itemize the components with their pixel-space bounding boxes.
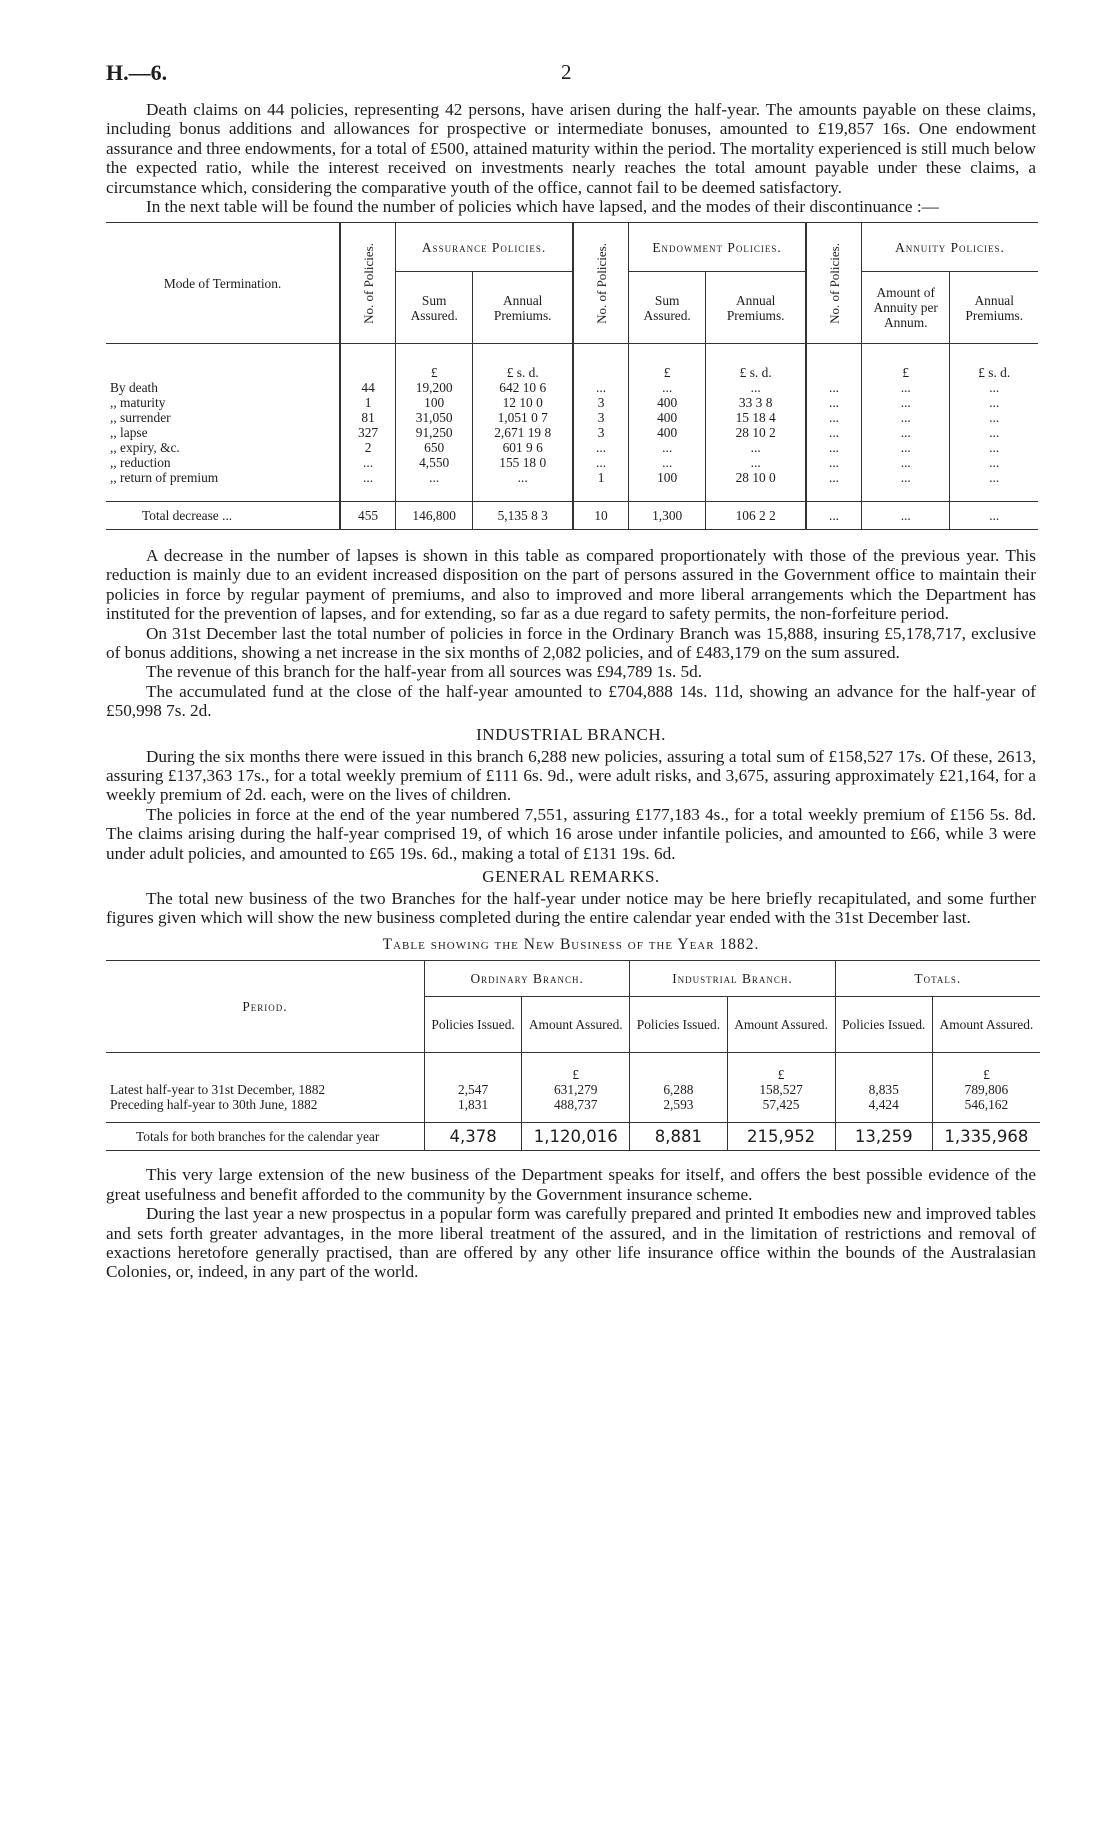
cell-o-amt: 1,120,016 [522,1123,630,1151]
cell-e-sum: 100 [629,470,706,502]
cell-a-no: 327 [340,425,395,440]
cell-an-no: ... [806,410,861,425]
cell-i-amt: 158,527 [727,1082,835,1097]
cell-a-prem: 2,671 19 8 [473,425,573,440]
cell-an-prem: ... [950,395,1038,410]
cell-a-no: ... [340,470,395,502]
policies-issued-header: Policies Issued. [835,996,932,1052]
total-row [106,1123,1040,1151]
cell-e-prem: 28 10 0 [706,470,806,502]
cell-a-no: 81 [340,410,395,425]
table-row [106,410,1038,425]
cell-a-prem: 155 18 0 [473,455,573,470]
cell-a-sum: 19,200 [396,380,473,395]
period-header: Period. [106,960,425,1052]
row-label: Total decrease ... [106,501,340,529]
cell-an-prem: ... [950,380,1038,395]
paragraph: On 31st December last the total number of policies in force in the Ordinary Branch was 15,888, insuring £5,178,717, exclusive of bonus additions, showing a net increase in the six months of 2,082 policies, and of £483,179 on the sum assured. [106,623,1036,662]
cell-an-amt: ... [861,410,949,425]
mode-header: Mode of Termination. [106,223,340,344]
cell-e-sum: 1,300 [629,501,706,529]
row-label: ,, expiry, &c. [110,439,180,455]
policies-issued-header: Policies Issued. [630,996,727,1052]
table-row [106,470,1038,502]
cell-e-no: 3 [573,395,628,410]
row-label: ,, maturity [110,394,166,410]
cell-a-prem: 642 10 6 [473,380,573,395]
cell-o-pol: 4,378 [425,1123,522,1151]
cell-t-pol: 4,424 [835,1097,932,1123]
cell-a-sum: 4,550 [396,455,473,470]
cell-e-no: ... [573,380,628,395]
cell-t-amt: 1,335,968 [932,1123,1040,1151]
lapse-table [106,222,1038,530]
page-header [106,60,1036,100]
annual-premiums-header: Annual Premiums. [950,271,1038,344]
no-policies-header: No. of Policies. [826,242,842,324]
total-row [106,501,1038,529]
cell-an-amt: ... [861,425,949,440]
annuity-header: Annuity Policies. [861,223,1038,271]
paragraph: During the last year a new prospectus in a popular form was carefully prepared and printed It embodies new and improved tables and sets forth greater advantages, in the more liberal treatment of the assured, and in the limitation of restrictions and removal of exactions heretofore generally practised, than are offered by any other life insurance office within the bounds of the Australasian Colonies, or, indeed, in any part of the world. [106,1204,1036,1282]
unit-label: £ [932,1052,1040,1082]
table-caption: Table showing the New Business of the Year 1882. [382,935,760,953]
cell-e-no: ... [573,440,628,455]
cell-an-prem: ... [950,455,1038,470]
table-row [106,380,1038,395]
row-label: By death [110,379,158,395]
cell-i-pol: 8,881 [630,1123,727,1151]
cell-a-sum: ... [396,470,473,502]
cell-an-no: ... [806,440,861,455]
cell-a-no: ... [340,455,395,470]
annuity-amount-header: Amount of Annuity per Annum. [861,271,949,344]
cell-e-sum: ... [629,440,706,455]
unit-label: £ [396,344,473,380]
document-page [106,60,1036,1282]
cell-e-prem: 33 3 8 [706,395,806,410]
cell-e-prem: ... [706,440,806,455]
cell-an-amt: ... [861,395,949,410]
cell-i-pol: 2,593 [630,1097,727,1123]
industrial-header: Industrial Branch. [630,960,835,996]
unit-label: £ s. d. [473,344,573,380]
cell-a-sum: 146,800 [396,501,473,529]
cell-e-sum: ... [629,380,706,395]
amount-assured-header: Amount Assured. [727,996,835,1052]
table-row [106,440,1038,455]
page-number: 2 [561,60,572,84]
cell-an-no: ... [806,470,861,502]
paragraph: In the next table will be found the number of policies which have lapsed, and the modes of their discontinuance :— [146,197,939,217]
cell-e-sum: 400 [629,410,706,425]
cell-e-no: 3 [573,410,628,425]
cell-a-sum: 100 [396,395,473,410]
amount-assured-header: Amount Assured. [522,996,630,1052]
cell-e-no: ... [573,455,628,470]
paragraph: The accumulated fund at the close of the half-year amounted to £704,888 14s. 11d, showing an advance for the half-year of £50,998 7s. 2d. [106,681,1036,721]
cell-an-prem: ... [950,440,1038,455]
no-policies-header: No. of Policies. [593,242,609,324]
cell-a-prem: ... [473,470,573,502]
amount-assured-header: Amount Assured. [932,996,1040,1052]
cell-an-no: ... [806,380,861,395]
cell-a-sum: 91,250 [396,425,473,440]
unit-label: £ s. d. [950,344,1038,380]
policies-issued-header: Policies Issued. [425,996,522,1052]
document-code: H.—6. [106,60,168,85]
no-policies-header: No. of Policies. [360,242,376,324]
cell-a-prem: 12 10 0 [473,395,573,410]
cell-t-amt: 789,806 [932,1082,1040,1097]
cell-t-pol: 13,259 [835,1123,932,1151]
cell-an-amt: ... [861,440,949,455]
row-label: Latest half-year to 31st December, 1882 [110,1082,326,1098]
row-label: ,, return of premium [110,469,219,485]
unit-label: £ s. d. [706,344,806,380]
paragraph: The revenue of this branch for the half-year from all sources was £94,789 1s. 5d. [146,662,703,682]
cell-a-prem: 5,135 8 3 [473,501,573,529]
cell-an-no: ... [806,501,861,529]
paragraph: During the six months there were issued in this branch 6,288 new policies, assuring a total sum of £158,527 17s. Of these, 2613, assuring £137,363 17s., for a total weekly premium of £111 6s. 9d., were adult risks, and 3,675, assuring approximately £21,164, for a weekly premium of 2d. each, were on the lives of children. [106,746,1036,805]
cell-t-pol: 8,835 [835,1082,932,1097]
table-row [106,1097,1040,1123]
paragraph: A decrease in the number of lapses is shown in this table as compared proportionately with those of the previous year. This reduction is mainly due to an evident increased disposition on the part of persons assured in the Government office to maintain their policies in force by regular payment of premiums, and also to improved and more liberal arrangements which the Department has instituted for the prevention of lapses, and for extending, so far as a due regard to safety permits, the non-forfeiture period. [106,545,1036,624]
cell-i-amt: 215,952 [727,1123,835,1151]
unit-label: £ [861,344,949,380]
cell-e-sum: 400 [629,425,706,440]
cell-an-prem: ... [950,501,1038,529]
cell-e-sum: 400 [629,395,706,410]
cell-an-no: ... [806,395,861,410]
table-row [106,425,1038,440]
cell-e-prem: 15 18 4 [706,410,806,425]
paragraph: This very large extension of the new business of the Department speaks for itself, and offers the best possible evidence of the great usefulness and benefit afforded to the community by the Government insurance scheme. [106,1165,1036,1204]
cell-an-amt: ... [861,380,949,395]
cell-e-prem: ... [706,380,806,395]
section-heading: INDUSTRIAL BRANCH. [476,724,666,744]
cell-o-pol: 2,547 [425,1082,522,1097]
cell-an-no: ... [806,455,861,470]
cell-an-prem: ... [950,470,1038,502]
cell-a-no: 44 [340,380,395,395]
sum-assured-header: Sum Assured. [629,271,706,344]
totals-header: Totals. [835,960,1040,996]
paragraph: The total new business of the two Branches for the half-year under notice may be here briefly recapitulated, and some further figures given which will show the new business completed during the entire calendar year ended with the 31st December last. [106,889,1036,928]
assurance-header: Assurance Policies. [396,223,574,271]
ordinary-header: Ordinary Branch. [425,960,630,996]
cell-a-prem: 601 9 6 [473,440,573,455]
row-label: Preceding half-year to 30th June, 1882 [110,1097,318,1113]
cell-e-no: 1 [573,470,628,502]
cell-a-no: 2 [340,440,395,455]
cell-e-no: 3 [573,425,628,440]
business-table [106,960,1040,1152]
unit-label: £ [727,1052,835,1082]
cell-an-prem: ... [950,410,1038,425]
cell-e-prem: 28 10 2 [706,425,806,440]
cell-i-pol: 6,288 [630,1082,727,1097]
row-label: ,, surrender [110,409,171,425]
row-label: Totals for both branches for the calendar year [106,1123,425,1151]
table-row [106,395,1038,410]
cell-an-amt: ... [861,501,949,529]
cell-an-amt: ... [861,470,949,502]
cell-a-sum: 650 [396,440,473,455]
cell-t-amt: 546,162 [932,1097,1040,1123]
table-row [106,1082,1040,1097]
endowment-header: Endowment Policies. [629,223,807,271]
unit-label: £ [522,1052,630,1082]
cell-o-amt: 631,279 [522,1082,630,1097]
row-label: ,, reduction [110,454,171,470]
cell-e-prem: ... [706,455,806,470]
cell-a-prem: 1,051 0 7 [473,410,573,425]
row-label: ,, lapse [110,424,148,440]
section-heading: GENERAL REMARKS. [482,867,660,887]
cell-a-no: 455 [340,501,395,529]
annual-premiums-header: Annual Premiums. [706,271,806,344]
cell-an-prem: ... [950,425,1038,440]
table-row [106,455,1038,470]
cell-i-amt: 57,425 [727,1097,835,1123]
cell-an-no: ... [806,425,861,440]
cell-e-no: 10 [573,501,628,529]
sum-assured-header: Sum Assured. [396,271,473,344]
paragraph: The policies in force at the end of the year numbered 7,551, assuring £177,183 4s., for a total weekly premium of £156 5s. 8d. The claims arising during the half-year comprised 19, of which 16 arose under infantile policies, and amounted to £66, while 3 were under adult policies, and amounted to £65 19s. 6d., making a total of £131 19s. 6d. [106,804,1036,863]
cell-e-prem: 106 2 2 [706,501,806,529]
annual-premiums-header: Annual Premiums. [473,271,573,344]
paragraph: Death claims on 44 policies, representing 42 persons, have arisen during the half-year. The amounts payable on these claims, including bonus additions and allowances for prospective or intermediate bonuses, amounted to £19,857 16s. One endowment assurance and three endowments, for a total of £500, attained maturity within the period. The mortality experienced is still much below the expected ratio, while the interest received on investments nearly reaches the total amount payable under these claims, a circumstance which, considering the comparative youth of the office, cannot fail to be deemed satisfactory. [106,100,1036,197]
cell-o-pol: 1,831 [425,1097,522,1123]
cell-a-no: 1 [340,395,395,410]
cell-o-amt: 488,737 [522,1097,630,1123]
cell-e-sum: ... [629,455,706,470]
cell-a-sum: 31,050 [396,410,473,425]
cell-an-amt: ... [861,455,949,470]
unit-label: £ [629,344,706,380]
